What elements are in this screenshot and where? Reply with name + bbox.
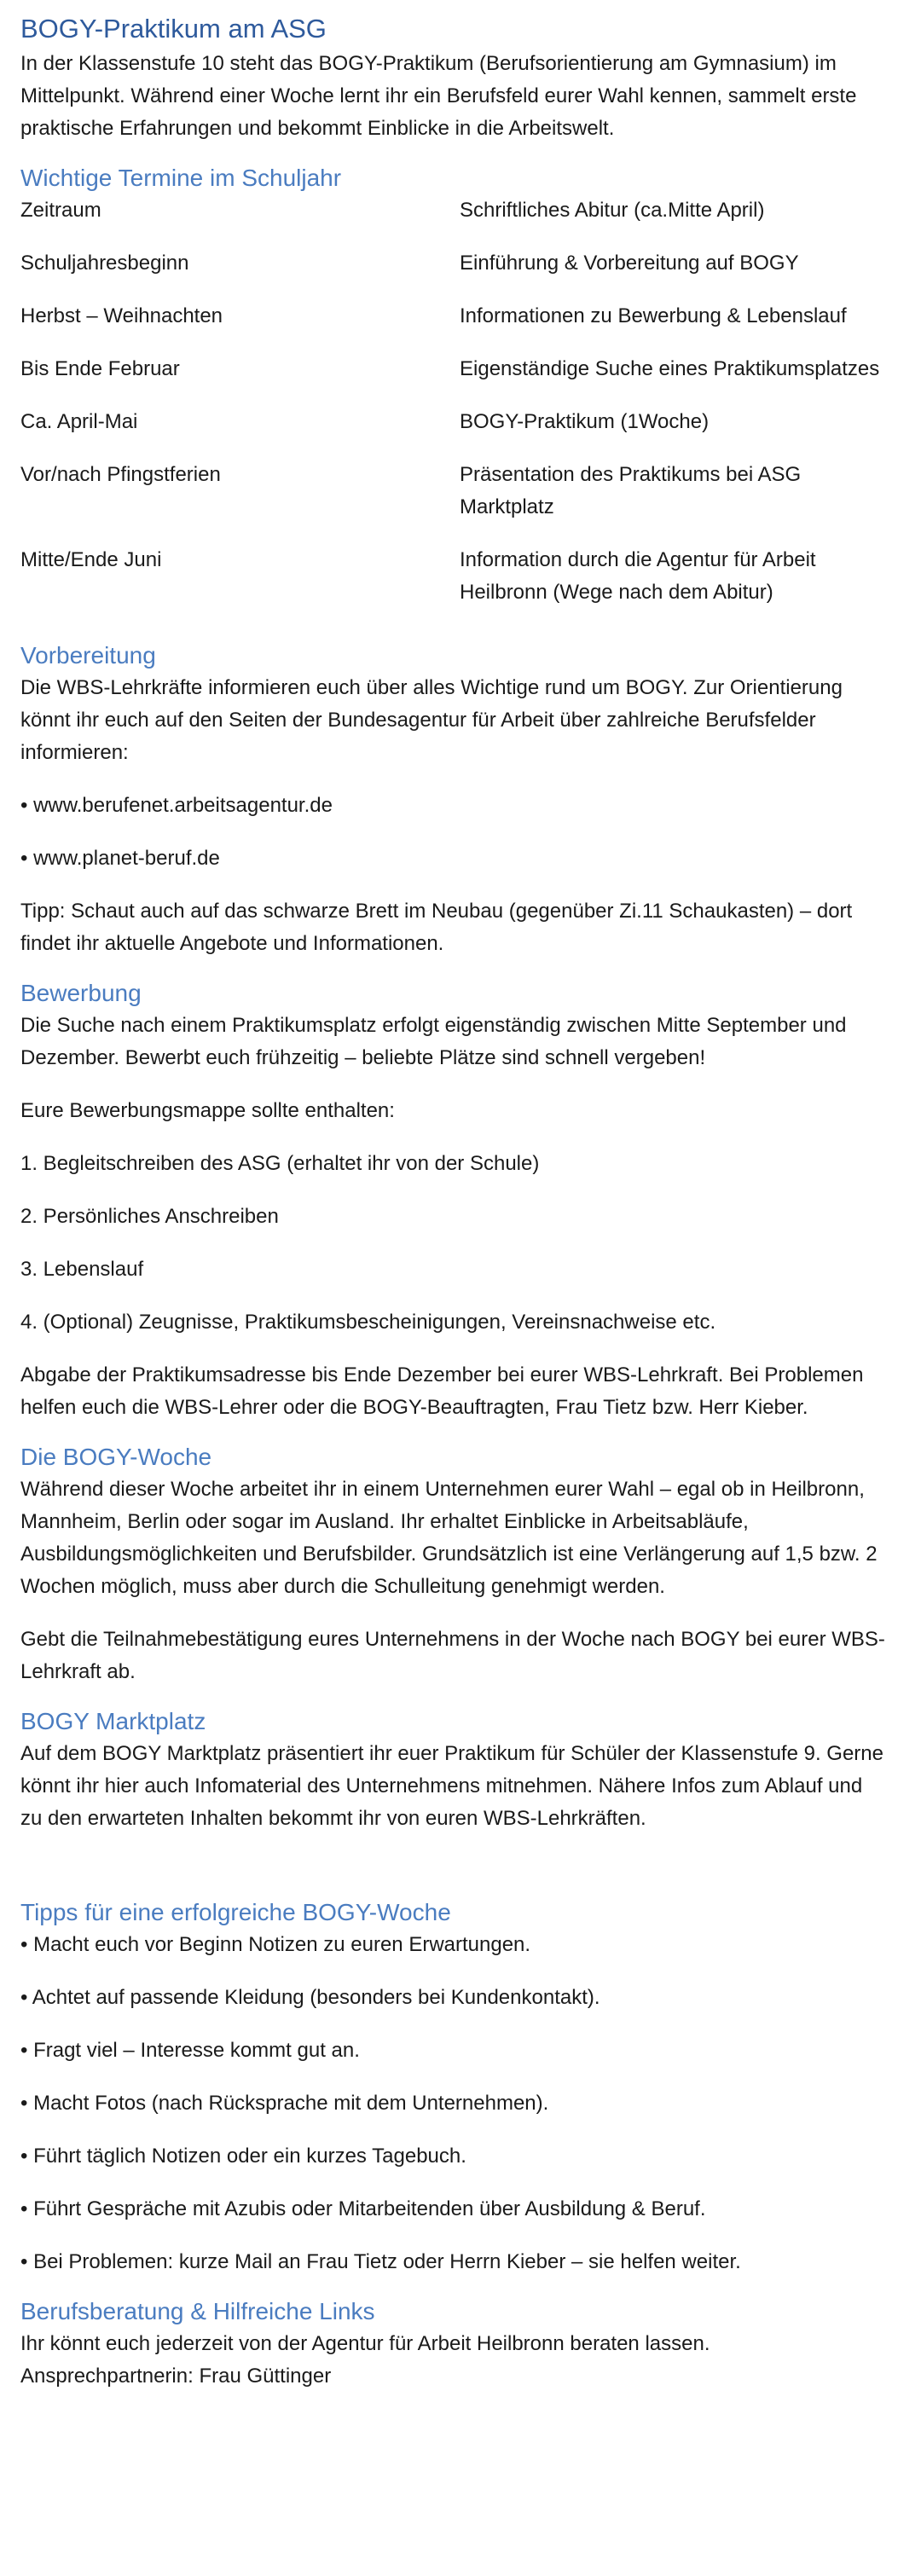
dates-when: Ca. April-Mai: [20, 410, 138, 433]
heading-vorbereitung: Vorbereitung: [20, 642, 156, 669]
heading-bogy-woche: Die BOGY-Woche: [20, 1444, 212, 1470]
dates-row: [20, 300, 887, 333]
list-item: • Führt Gespräche mit Azubis oder Mitarbeitenden über Ausbildung & Beruf.: [20, 2197, 706, 2220]
dates-row: [20, 353, 887, 385]
dates-header-right: Schriftliches Abitur (ca.Mitte April): [460, 199, 765, 222]
dates-when: Bis Ende Februar: [20, 357, 180, 380]
list-item: • Bei Problemen: kurze Mail an Frau Tietz oder Herrn Kieber – sie helfen weiter.: [20, 2250, 741, 2273]
vorbereitung-tip: Tipp: Schaut auch auf das schwarze Brett im Neubau (gegenüber Zi.11 Schaukasten) – dort findet ihr aktuelle Angebote und Informationen.: [20, 900, 853, 955]
heading-beratung: Berufsberatung & Hilfreiche Links: [20, 2298, 375, 2324]
heading-bewerbung: Bewerbung: [20, 980, 142, 1006]
vorbereitung-text: Die WBS-Lehrkräfte informieren euch über alles Wichtige rund um BOGY. Zur Orientierung könnt ihr euch auf den Seiten der Bundesagentur für Arbeit über zahlreiche Berufsfelder informieren:: [20, 676, 843, 764]
dates-what: Information durch die Agentur für Arbeit Heilbronn (Wege nach dem Abitur): [460, 548, 816, 604]
dates-what: Informationen zu Bewerbung & Lebenslauf: [460, 304, 847, 327]
page-title: BOGY-Praktikum am ASG: [20, 14, 327, 43]
dates-header-left: Zeitraum: [20, 199, 101, 222]
list-item: 2. Persönliches Anschreiben: [20, 1205, 279, 1228]
dates-what: Eigenständige Suche eines Praktikumsplatzes: [460, 357, 880, 380]
link-planet-beruf[interactable]: • www.planet-beruf.de: [20, 847, 220, 870]
bewerbung-mappe-intro: Eure Bewerbungsmappe sollte enthalten:: [20, 1099, 395, 1122]
woche-text: Während dieser Woche arbeitet ihr in einem Unternehmen eurer Wahl – egal ob in Heilbronn, Mannheim, Berlin oder sogar im Ausland. Ihr erhaltet Einblicke in Arbeitsabläufe, Ausbildungsmöglichkeiten und Berufsbilder. Grundsätzlich ist eine Verlängerung auf 1,5 bzw. 2 Wochen möglich, muss aber durch die Schulleitung genehmigt werden.: [20, 1478, 878, 1598]
dates-table: [20, 194, 887, 609]
dates-when: Herbst – Weihnachten: [20, 304, 223, 327]
list-item: • Macht Fotos (nach Rücksprache mit dem Unternehmen).: [20, 2092, 549, 2115]
intro-text: In der Klassenstufe 10 steht das BOGY-Praktikum (Berufsorientierung am Gymnasium) im Mittelpunkt. Während einer Woche lernt ihr ein Berufsfeld eurer Wahl kennen, sammelt erste praktische Erfahrungen und bekommt Einblicke in die Arbeitswelt.: [20, 52, 857, 140]
marktplatz-text: Auf dem BOGY Marktplatz präsentiert ihr euer Praktikum für Schüler der Klassenstufe 9. Gerne könnt ihr hier auch Infomaterial des Unternehmens mitnehmen. Nähere Infos zum Ablauf und zu den erwarteten Inhalten bekommt ihr von euren WBS-Lehrkräften.: [20, 1742, 883, 1830]
heading-termine: Wichtige Termine im Schuljahr: [20, 165, 342, 191]
dates-row: [20, 459, 887, 524]
dates-header-row: [20, 194, 887, 227]
dates-when: Mitte/Ende Juni: [20, 548, 162, 571]
dates-when: Vor/nach Pfingstferien: [20, 463, 221, 486]
dates-row: [20, 544, 887, 609]
dates-row: [20, 406, 887, 438]
dates-what: BOGY-Praktikum (1Woche): [460, 410, 710, 433]
bewerbung-text: Die Suche nach einem Praktikumsplatz erfolgt eigenständig zwischen Mitte September und Dezember. Bewerbt euch frühzeitig – beliebte Plätze sind schnell vergeben!: [20, 1014, 847, 1069]
beratung-contact: Ansprechpartnerin: Frau Güttinger: [20, 2365, 332, 2388]
link-berufenet[interactable]: • www.berufenet.arbeitsagentur.de: [20, 794, 333, 817]
list-item: 3. Lebenslauf: [20, 1258, 144, 1281]
dates-row: [20, 247, 887, 280]
list-item: • Führt täglich Notizen oder ein kurzes Tagebuch.: [20, 2145, 466, 2168]
woche-bestaetigung: Gebt die Teilnahmebestätigung eures Unternehmens in der Woche nach BOGY bei eurer WBS-Lehrkraft ab.: [20, 1628, 885, 1683]
bewerbung-abgabe: Abgabe der Praktikumsadresse bis Ende Dezember bei eurer WBS-Lehrkraft. Bei Problemen helfen euch die WBS-Lehrer oder die BOGY-Beauftragten, Frau Tietz bzw. Herr Kieber.: [20, 1363, 864, 1419]
list-item: • Fragt viel – Interesse kommt gut an.: [20, 2039, 360, 2062]
dates-what: Präsentation des Praktikums bei ASG Marktplatz: [460, 463, 802, 518]
heading-tipps: Tipps für eine erfolgreiche BOGY-Woche: [20, 1899, 451, 1925]
beratung-line1: Ihr könnt euch jederzeit von der Agentur für Arbeit Heilbronn beraten lassen.: [20, 2332, 710, 2355]
dates-what: Einführung & Vorbereitung auf BOGY: [460, 252, 799, 275]
list-item: 4. (Optional) Zeugnisse, Praktikumsbescheinigungen, Vereinsnachweise etc.: [20, 1311, 716, 1334]
list-item: • Achtet auf passende Kleidung (besonders bei Kundenkontakt).: [20, 1986, 600, 2009]
list-item: • Macht euch vor Beginn Notizen zu euren Erwartungen.: [20, 1933, 531, 1956]
heading-marktplatz: BOGY Marktplatz: [20, 1708, 206, 1734]
dates-when: Schuljahresbeginn: [20, 252, 189, 275]
list-item: 1. Begleitschreiben des ASG (erhaltet ihr von der Schule): [20, 1152, 540, 1175]
